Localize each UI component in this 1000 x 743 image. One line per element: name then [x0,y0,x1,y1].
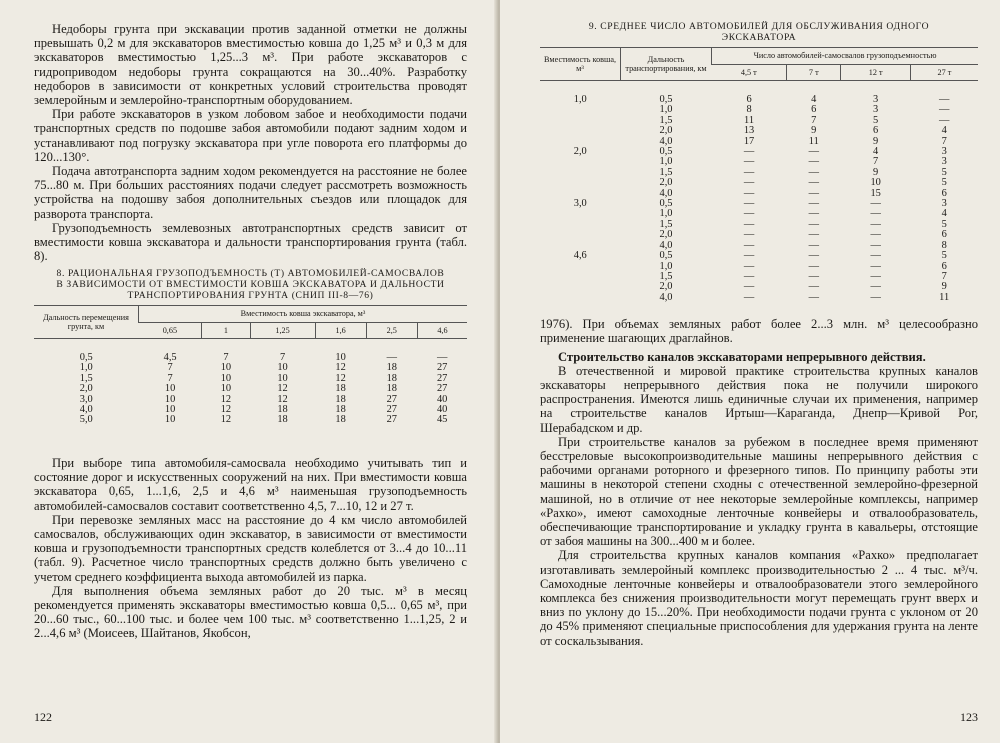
table-cell: — [808,166,819,178]
table-row [34,395,467,405]
table-cell: 10 [164,393,176,405]
table9-col-header: 12 т [841,64,910,80]
table-cell: — [743,146,755,158]
table-cell: 10 [277,372,288,384]
table-cell: — [870,291,881,303]
table-cell: — [808,250,819,262]
table-cell: 10 [220,383,232,395]
table-cell: 3,0 [573,198,587,210]
table-cell: — [743,156,755,168]
table-cell: — [743,281,755,293]
table-cell: 11 [744,114,755,126]
table-cell: 40 [436,393,448,405]
table-cell: — [870,270,881,282]
table-cell: — [870,260,881,272]
table-cell: 5 [873,114,879,126]
table-cell: — [870,218,881,230]
table-cell: 6 [941,187,947,199]
table-cell: 2,0 [659,177,673,189]
table-cell: 4,0 [79,404,93,416]
table-cell: 15 [870,187,881,199]
table-cell: 5 [941,177,947,189]
table-cell [540,157,621,167]
table-cell: 1,5 [659,114,673,126]
table-cell: — [743,218,755,230]
table-row [540,293,978,303]
table-cell: 2,0 [573,146,587,158]
table-cell [540,220,621,230]
table-cell: 1,5 [659,218,673,230]
table-cell: 1,0 [659,208,673,220]
table-cell: 18 [386,362,397,374]
table-cell: 10 [220,372,232,384]
table-cell [540,262,621,272]
table-cell: 4,0 [659,291,673,303]
table-cell: 10 [277,362,288,374]
page-number-right: 123 [960,710,978,724]
right-paragraph-cont: 1976). При объемах земляных работ более 2...3 млн. м³ целесообразно применение шагающих драглайнов. [540,317,978,346]
table-cell: — [743,250,755,262]
right-paragraph-2: При строительстве каналов за рубежом в последнее время применяют бесстреловые высокопроизводительные машины непрерывного действия с рабочими органами роторного и фрезерного типов. По принципу работы эти машины в некоторой степени сходны с отечественной землеройно-фрезерной машиной, но в отличие от нее некоторые землеройные комплексы, например «Рахко», имеют самоходные ленточные конвейеры и отвалообразователь, обеспечивающие транспортирование и укладку грунта в кавальеры, отстоящие от забоя машины на 300...400 м и более. [540,434,978,549]
table-cell: 10 [220,362,232,374]
table-cell: 27 [386,404,397,416]
table-row [540,282,978,292]
table9-col0-header: Вместимость ковша, м³ [540,48,621,81]
left-paragraph-5: При выборе типа автомобиля-самосвала необходимо учитывать тип и состояние дорог и искусственных сооружений на них. При вместимости ковша экскаватора 0,65, 1...1,6, 2,5 и 4,6 м³ наименьшая грузоподъемность автомобилей-самосвалов составит соответственно 4,5, 7...10, 12 и 27 т. [34,455,467,513]
table-cell: 7 [279,352,286,364]
table-cell: 4,0 [659,135,673,147]
table-cell: 10 [164,383,176,395]
table8-caption-line-3: ТРАНСПОРТИРОВАНИЯ ГРУНТА (СНИП III-8—76) [127,289,374,301]
table-cell: — [743,166,755,178]
table-cell: 18 [335,393,346,405]
table-cell: 27 [436,383,448,395]
table-cell: — [870,208,881,220]
table-cell: 7 [941,270,947,282]
table-cell: 17 [743,135,755,147]
table-row [540,230,978,240]
table-cell [540,105,621,115]
table-cell: 5 [941,218,947,230]
table-cell: 12 [277,393,288,405]
table-cell: 0,5 [659,250,673,262]
table-cell: 7 [223,352,229,364]
table-row [540,241,978,251]
table8-col-header: 4,6 [417,322,467,338]
table-cell: 3 [873,94,879,105]
table-cell: — [743,291,755,303]
table-cell: — [743,239,755,251]
table-row [34,374,467,384]
table-cell: 1,0 [79,362,93,374]
table-cell: — [808,239,819,251]
table-cell: 12 [277,383,288,395]
table-cell: 9 [941,281,947,293]
table9-body [540,81,978,304]
table-cell: 0,5 [659,94,673,105]
table-cell: 4 [873,146,879,158]
table-cell: — [808,229,819,241]
table-cell: — [938,114,950,126]
table-cell: 27 [386,393,397,405]
table8-caption-line-1: 8. РАЦИОНАЛЬНАЯ ГРУЗОПОДЪЕМНОСТЬ (Т) АВТОМОБИЛЕЙ-САМОСВАЛОВ [56,268,445,280]
table-row [34,384,467,394]
table-cell: 0,5 [79,352,93,364]
table-cell: 3 [941,156,947,168]
table-row [540,251,978,261]
table-cell: 0,5 [659,198,673,210]
left-paragraph-2: При работе экскаваторов в узком лобовом забое и необходимости подачи транспортных средств по подошве забоя автомобили подают задним ходом и устанавливают под погрузку экскаватора при угле поворота его платформы до 120...130°. [34,107,467,164]
table-row [34,405,467,415]
table-cell: — [808,281,819,293]
table-cell [540,126,621,136]
table-row [540,105,978,115]
table-row [34,339,467,364]
table-row [540,209,978,219]
table-cell: 5 [941,166,947,178]
table8-col-header: 1 [202,322,250,338]
table9-col-header: 7 т [787,64,841,80]
table-cell: — [743,208,755,220]
table-row [540,189,978,199]
table-cell: 10 [335,352,346,364]
table-cell [540,209,621,219]
table-row [540,272,978,282]
table-row [34,363,467,373]
table-cell: 4,5 [163,352,177,364]
table-row [540,147,978,157]
table-cell: 2,0 [659,281,673,293]
table-cell: — [938,104,950,116]
table-cell: 1,0 [573,94,587,105]
table-cell: — [808,218,819,230]
table-row [540,220,978,230]
table-cell: 4,0 [659,187,673,199]
table-cell: 4,6 [573,250,587,262]
left-paragraph-7: Для выполнения объема земляных работ до 20 тыс. м³ в месяц рекомендуется применять экскаваторы вместимостью ковша 0,5... 0,65 м³, при 20...60 тыс., 60...100 тыс. и более чем 100 тыс. м³ соответственно 1...1,25, 2 и 2...4,6 м³ (Моисеев, Шайтанов, Якобсон, [34,583,467,641]
table-cell: 18 [386,383,397,395]
table-cell: 18 [335,414,346,426]
table-row [540,137,978,147]
table-cell: — [743,198,755,210]
table-cell: 5,0 [79,414,93,426]
table-cell: 27 [436,362,448,374]
table8-body [34,339,467,426]
table-cell: 27 [386,414,397,426]
table-cell: 12 [220,404,232,416]
table8-col-header: 1,6 [315,322,366,338]
table-cell: 9 [811,125,817,137]
table-cell: 2,0 [79,383,93,395]
table-cell: 9 [873,135,879,147]
left-paragraph-6: При перевозке земляных масс на расстояние до 4 км число автомобилей самосвалов, обслуживающих один экскаватор, в зависимости от вместимости ковша и грузоподъемности транспортных средств колеблется от 3...4 до 10...11 (табл. 9). Расчетное число транспортных средств должно быть увеличено с учетом среднего коэффициента выхода автомобилей из парка. [34,512,467,584]
table-cell [540,272,621,282]
table-row [540,81,978,106]
table-cell: 10 [164,404,176,416]
table-cell: 4 [811,94,817,105]
table-cell: 18 [335,404,346,416]
table9-caption-line-1: 9. СРЕДНЕЕ ЧИСЛО АВТОМОБИЛЕЙ ДЛЯ ОБСЛУЖИВАНИЯ ОДНОГО [588,21,930,32]
table-cell: — [808,270,819,282]
table-cell: 1,0 [659,156,673,168]
table-cell: 13 [743,125,755,137]
table-row [540,178,978,188]
table-cell: — [938,94,950,105]
right-paragraph-1: В отечественной и мировой практике строительства крупных каналов экскаваторы непрерывного действия пока не получили широкого распространения. Имеются лишь единичные случаи их применения, например на строительстве каналов Иртыш—Караганда, Днепр—Кривой Рог, Шерабадском и др. [540,363,978,435]
table8-caption [34,269,467,301]
section-heading: Строительство каналов экскаваторами непрерывного действия. [558,349,926,364]
table9-col-header: 4,5 т [712,64,787,80]
table-cell: — [743,187,755,199]
table-cell: 6 [746,94,752,105]
table-cell: 11 [808,135,819,147]
table-cell: — [808,156,819,168]
table-cell: 1,0 [659,260,673,272]
table-cell: — [808,198,819,210]
table-row [34,415,467,425]
table-cell: 5 [941,250,947,262]
left-paragraph-4: Грузоподъемность землевозных автотранспортных средств зависит от вместимости ковша экскаватора и дальности транспортирования грунта (табл. 8). [34,220,467,264]
table8-col-header: 1,25 [250,322,315,338]
table-row [540,116,978,126]
table9 [540,47,978,303]
table-cell: 4 [941,125,947,137]
table-row [540,168,978,178]
table-cell: 11 [939,291,950,303]
table8-group-header: Вместимость ковша экскаватора, м³ [139,306,468,322]
table-cell: 12 [335,362,346,374]
table-cell: 7 [811,114,817,126]
table-cell: — [808,208,819,220]
table-cell: 2,0 [659,229,673,241]
table-cell: 10 [870,177,881,189]
table-cell: 3,0 [79,393,93,405]
table-cell [540,282,621,292]
table-cell: 1,5 [659,270,673,282]
table9-col-header: 27 т [910,64,978,80]
table-cell: 3 [941,146,947,158]
table-cell: 27 [436,372,448,384]
table-cell [540,230,621,240]
table-cell: 40 [436,404,448,416]
table-cell: 7 [873,156,879,168]
table-cell: 1,0 [659,104,673,116]
table8 [34,305,467,426]
table-cell: 7 [941,135,947,147]
table9-caption [540,22,978,43]
table-cell: 18 [386,372,397,384]
table-cell: — [743,177,755,189]
table-cell: — [870,239,881,251]
table-cell: — [808,291,819,303]
table8-col-header: 2,5 [366,322,417,338]
table-cell: — [436,352,448,364]
table-cell: — [808,260,819,272]
table8-caption-line-2: В ЗАВИСИМОСТИ ОТ ВМЕСТИМОСТИ КОВША ЭКСКАВАТОРА И ДАЛЬНОСТИ [56,279,445,291]
table-cell: 12 [335,372,346,384]
left-page [0,0,497,743]
table9-caption-line-2: ЭКСКАВАТОРА [721,31,797,43]
table-cell: 1,5 [659,166,673,178]
table8-col0-header: Дальность перемещения грунта, км [34,306,139,339]
table-cell: — [808,187,819,199]
right-page [500,0,1000,743]
table-row [540,126,978,136]
table-cell [540,116,621,126]
table-cell: — [870,229,881,241]
table-cell: 9 [873,166,879,178]
table-cell: — [808,146,819,158]
table-cell: 18 [335,383,346,395]
table-cell: 18 [277,414,288,426]
table-cell: — [808,177,819,189]
table-cell: — [743,229,755,241]
table-cell: 8 [746,104,752,116]
table-cell: 8 [941,239,947,251]
table9-group-header: Число автомобилей-самосвалов грузоподъемностью [712,48,979,64]
table-cell: 12 [220,393,232,405]
table-cell: — [870,250,881,262]
table-cell: 7 [167,362,173,374]
table-cell: 10 [164,414,176,426]
table-cell: 2,0 [659,125,673,137]
table-cell: — [870,281,881,293]
table-cell: 18 [277,404,288,416]
table-cell: 7 [167,372,173,384]
left-paragraph-3: Подача автотранспорта задним ходом рекомендуется на расстояние не более 75...80 м. При бо́льших расстояниях подачи следует рассмотреть возможность устройства на подошву забоя дополнительных съездов или площадок для разворота транспорта. [34,164,467,221]
table8-col-header: 0,65 [139,322,202,338]
page-number-left: 122 [34,710,52,724]
table-cell: 45 [436,414,448,426]
table-cell [540,293,621,303]
table-cell: 4 [941,208,947,220]
table-cell: 6 [873,125,879,137]
table-cell: 6 [941,229,947,241]
table-cell [540,168,621,178]
table-cell: — [386,352,397,364]
table-cell: 6 [811,104,817,116]
table-cell: 12 [220,414,232,426]
table-cell: 1,5 [79,372,93,384]
right-paragraph-3: Для строительства крупных каналов компания «Рахко» предполагает изготавливать землеройный комплекс производительностью 2 ... 4 тыс. м³/ч. Самоходные ленточные конвейеры и отвалообразователи этого землеройного комплекса без снижения производительности могут перемещать грунт вверх и вниз по уклону до 15...20%. При необходимости подачи грунта с уклоном от 20 до 45% применяют специальные приспособления для удержания грунта на ленте от соскальзывания. [540,548,978,648]
table-row [540,262,978,272]
table-cell: — [743,270,755,282]
table-row [540,157,978,167]
table-cell: 3 [873,104,879,116]
table-row [540,199,978,209]
table-cell: 3 [941,198,947,210]
left-paragraph-1: Недоборы грунта при экскавации против заданной отметки не должны превышать 0,2 м для экскаваторов вместимостью ковша до 1,25 м³ и 0,3 м для экскаваторов вместимостью 1,25...3 м³. При работе экскаваторов с гидроприводом недоборы грунта сокращаются на 30...40%. Разработку недоборов в зависимости от конкретных условий строительства проводят землеройным и землеройно-транспортным оборудованием. [34,22,467,108]
table-cell: — [870,198,881,210]
table-cell: 0,5 [659,146,673,158]
table-cell [540,178,621,188]
table-cell: 6 [941,260,947,272]
table-cell: — [743,260,755,272]
table-cell: 4,0 [659,239,673,251]
table9-col1-header: Дальность транспортирования, км [621,48,712,81]
